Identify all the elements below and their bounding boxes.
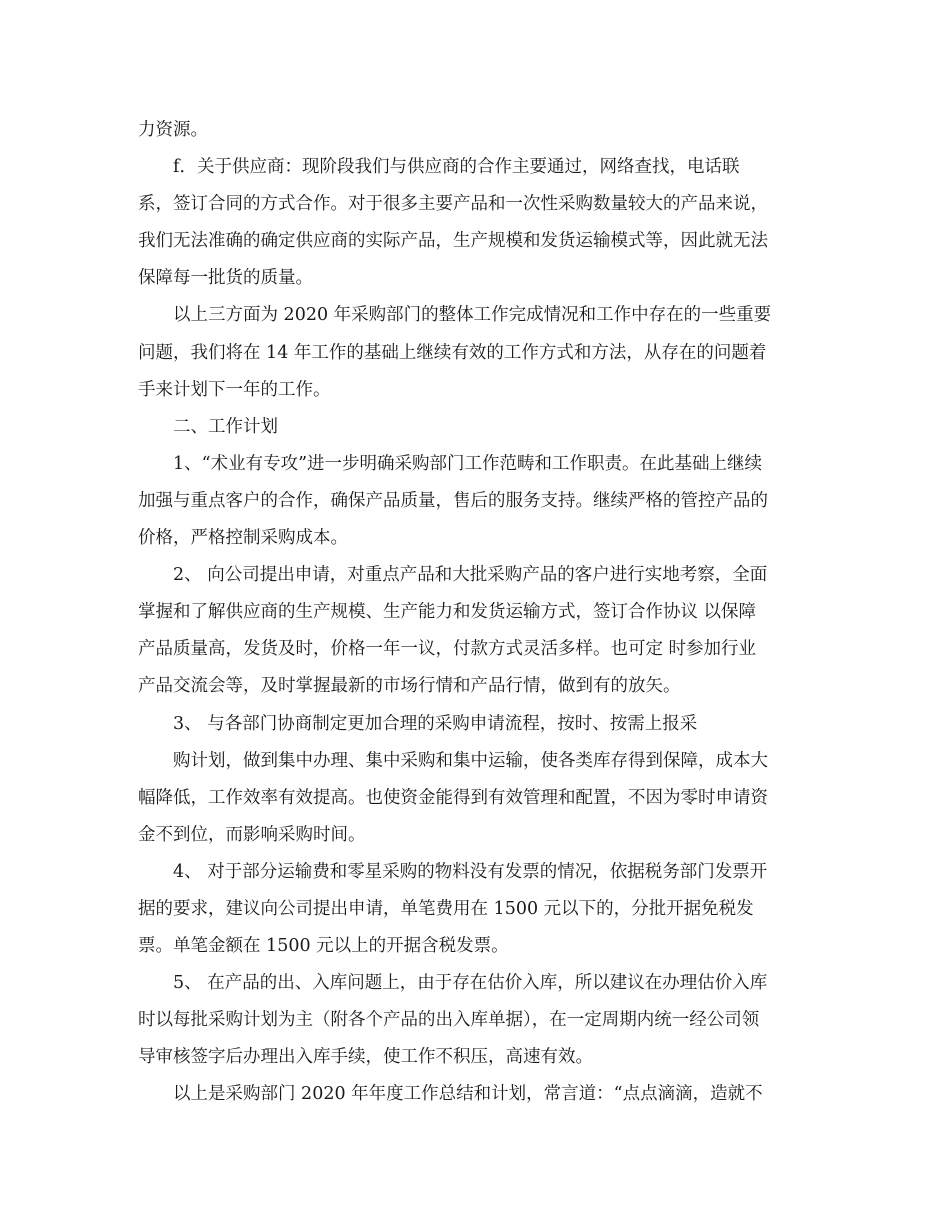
text-line: 购计划，做到集中办理、集中采购和集中运输，使各类库存得到保障，成本大 bbox=[173, 750, 768, 771]
text-line: 以上是采购部门 2020 年年度工作总结和计划，常言道：“点点滴滴，造就不 bbox=[173, 1084, 763, 1105]
text-line: 产品质量高，发货及时，价格一年一议，付款方式灵活多样。也可定 时参加行业 bbox=[138, 639, 757, 660]
text-line: 手来计划下一年的工作。 bbox=[138, 379, 331, 400]
text-line: 1、“术业有专攻”进一步明确采购部门工作范畴和工作职责。在此基础上继续 bbox=[173, 453, 763, 474]
text-line: f．关于供应商：现阶段我们与供应商的合作主要通过，网络查找，电话联 bbox=[173, 157, 740, 178]
text-line: 问题，我们将在 14 年工作的基础上继续有效的工作方式和方法，从存在的问题着 bbox=[138, 342, 767, 363]
text-line: 金不到位，而影响采购时间。 bbox=[138, 824, 366, 845]
text-line: 时以每批采购计划为主（附各个产品的出入库单据），在一定周期内统一经公司领 bbox=[138, 1010, 760, 1031]
document-body bbox=[138, 112, 828, 1114]
text-line: 价格，严格控制采购成本。 bbox=[138, 528, 348, 549]
text-line: 4、 对于部分运输费和零星采购的物料没有发票的情况，依据税务部门发票开 bbox=[173, 861, 768, 882]
text-line: 2、 向公司提出申请，对重点产品和大批采购产品的客户进行实地考察，全面 bbox=[173, 565, 768, 586]
text-line: 加强与重点客户的合作，确保产品质量，售后的服务支持。继续严格的管控产品的 bbox=[138, 490, 768, 511]
text-line: 系，签订合同的方式合作。对于很多主要产品和一次性采购数量较大的产品来说， bbox=[138, 194, 768, 215]
text-line: 5、 在产品的出、入库问题上，由于存在估价入库，所以建议在办理估价入库 bbox=[173, 973, 768, 994]
text-line: 3、 与各部门协商制定更加合理的采购申请流程，按时、按需上报采 bbox=[173, 713, 698, 734]
text-line: 导审核签字后办理出入库手续，使工作不积压，高速有效。 bbox=[138, 1047, 593, 1068]
text-line: 据的要求，建议向公司提出申请，单笔费用在 1500 元以下的，分批开据免税发 bbox=[138, 898, 754, 919]
text-line: 掌握和了解供应商的生产规模、生产能力和发货运输方式，签订合作协议 以保障 bbox=[138, 602, 757, 623]
text-line: 力资源。 bbox=[138, 120, 208, 140]
section-heading: 二、工作计划 bbox=[173, 416, 278, 437]
text-line: 以上三方面为 2020 年采购部门的整体工作完成情况和工作中存在的一些重要 bbox=[173, 305, 772, 326]
text-line: 幅降低，工作效率有效提高。也使资金能得到有效管理和配置，不因为零时申请资 bbox=[138, 787, 768, 808]
text-line: 我们无法准确的确定供应商的实际产品，生产规模和发货运输模式等，因此就无法 bbox=[138, 231, 768, 252]
text-line: 票。单笔金额在 1500 元以上的开据含税发票。 bbox=[138, 936, 509, 957]
text-line: 保障每一批货的质量。 bbox=[138, 268, 313, 289]
text-line: 产品交流会等，及时掌握最新的市场行情和产品行情，做到有的放矢。 bbox=[138, 676, 681, 697]
